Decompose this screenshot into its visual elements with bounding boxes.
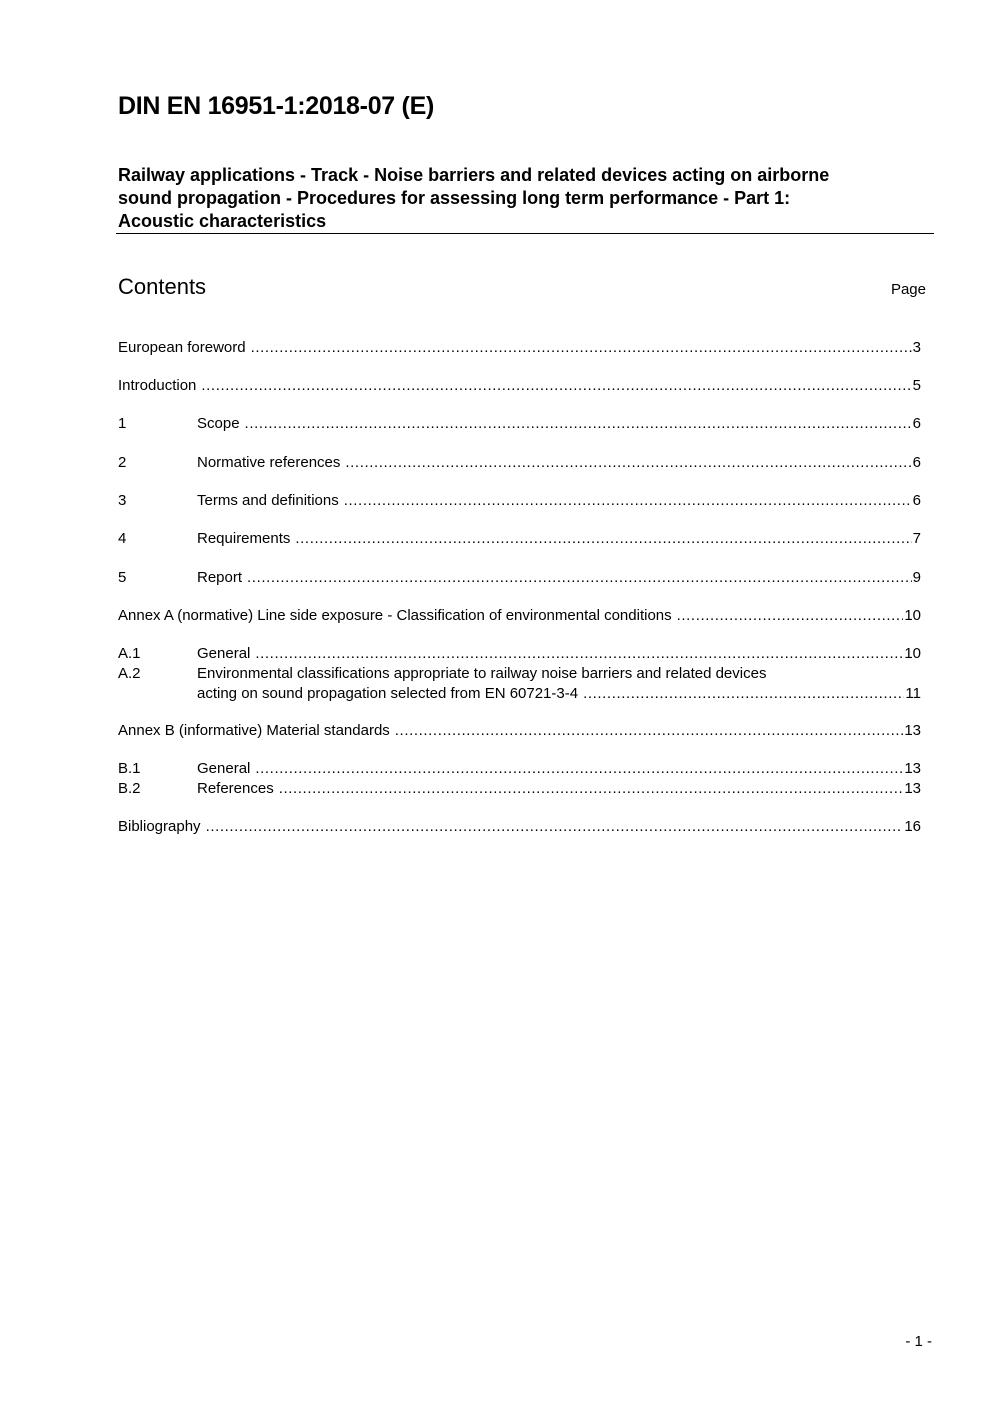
toc-leader-dots (677, 606, 904, 626)
toc-leader-dots (206, 817, 904, 837)
toc-entry-title: Introduction (118, 377, 197, 394)
toc-leader-dots (345, 453, 911, 473)
toc-leader-dots (201, 376, 911, 396)
toc-entry-title: Report (197, 569, 243, 586)
toc-entry-title: Bibliography (118, 818, 201, 835)
toc-leader-dots (583, 684, 904, 704)
toc-entry-title: Terms and definitions (197, 492, 339, 509)
title-line: Railway applications - Track - Noise barriers and related devices acting on airborne (118, 165, 830, 185)
toc-entry-title: Environmental classifications appropriate to railway noise barriers and related devices (197, 665, 767, 682)
toc-entry[interactable] (118, 568, 921, 588)
toc-entry[interactable] (118, 817, 921, 837)
page-number-footer: - 1 - (905, 1333, 932, 1350)
toc-entry-page: 7 (912, 530, 921, 547)
toc-entry-page: 10 (904, 607, 921, 624)
toc-leader-dots (247, 568, 912, 588)
toc-entry-title: General (197, 645, 251, 662)
toc-leader-dots (279, 779, 904, 799)
toc-entry-title: General (197, 760, 251, 777)
toc-entry-number: 5 (118, 569, 127, 586)
toc-entry[interactable] (118, 759, 921, 779)
toc-leader-dots (295, 529, 911, 549)
toc-leader-dots (255, 759, 903, 779)
toc-entry-number: B.1 (118, 760, 141, 777)
toc-entry-page: 11 (905, 684, 921, 702)
toc-entry-page: 5 (912, 377, 921, 394)
toc-entry-page: 6 (912, 415, 921, 432)
toc-entry-title: European foreword (118, 339, 246, 356)
title-line: Acoustic characteristics (118, 211, 327, 231)
toc-entry-page: 13 (904, 780, 921, 797)
toc-entry[interactable] (118, 529, 921, 549)
toc-entry[interactable] (118, 491, 921, 511)
toc-entry-page: 16 (904, 818, 921, 835)
toc-entry-page: 13 (904, 722, 921, 739)
toc-entry-number: A.1 (118, 645, 141, 662)
toc-entry-title: Annex B (informative) Material standards (118, 722, 390, 739)
toc-entry-number: 3 (118, 492, 127, 509)
toc-entry-number: A.2 (118, 665, 141, 682)
toc-entry-title: Annex A (normative) Line side exposure - Classification of environmental conditions (118, 607, 672, 624)
toc-entry-title-continued: acting on sound propagation selected from EN 60721-3-4 (197, 684, 579, 702)
toc-entry-page: 13 (904, 760, 921, 777)
toc-entry-page: 3 (912, 339, 921, 356)
toc-entry[interactable] (118, 606, 921, 626)
toc-entry[interactable] (118, 338, 921, 358)
toc-entry-number: 2 (118, 454, 127, 471)
toc-leader-dots (245, 414, 912, 434)
toc-leader-dots (395, 721, 904, 741)
toc-entry-page: 10 (904, 645, 921, 662)
toc-entry[interactable] (118, 453, 921, 473)
toc-leader-dots (255, 644, 903, 664)
contents-heading: Contents (118, 274, 207, 299)
toc-entry-page: 9 (912, 569, 921, 586)
document-title (118, 164, 933, 233)
document-id: DIN EN 16951-1:2018-07 (E) (118, 92, 434, 120)
title-line: sound propagation - Procedures for assessing long term performance - Part 1: (118, 188, 791, 208)
toc-entry-number: B.2 (118, 780, 141, 797)
toc-entry[interactable] (118, 664, 921, 703)
page-column-heading: Page (890, 281, 926, 298)
toc-entry-page: 6 (912, 492, 921, 509)
title-rule (116, 233, 934, 234)
toc-entry-page: 6 (912, 454, 921, 471)
toc-leader-dots (344, 491, 912, 511)
toc-entry-title: Requirements (197, 530, 291, 547)
toc-entry-number: 4 (118, 530, 127, 547)
toc-entry-title: Normative references (197, 454, 341, 471)
toc-entry[interactable] (118, 414, 921, 434)
toc-entry-title: Scope (197, 415, 240, 432)
toc-entry[interactable] (118, 721, 921, 741)
toc-entry-number: 1 (118, 415, 127, 432)
toc-entry[interactable] (118, 779, 921, 799)
toc-entry[interactable] (118, 644, 921, 664)
toc-entry[interactable] (118, 376, 921, 396)
toc-entry-title: References (197, 780, 274, 797)
toc-leader-dots (251, 338, 912, 358)
